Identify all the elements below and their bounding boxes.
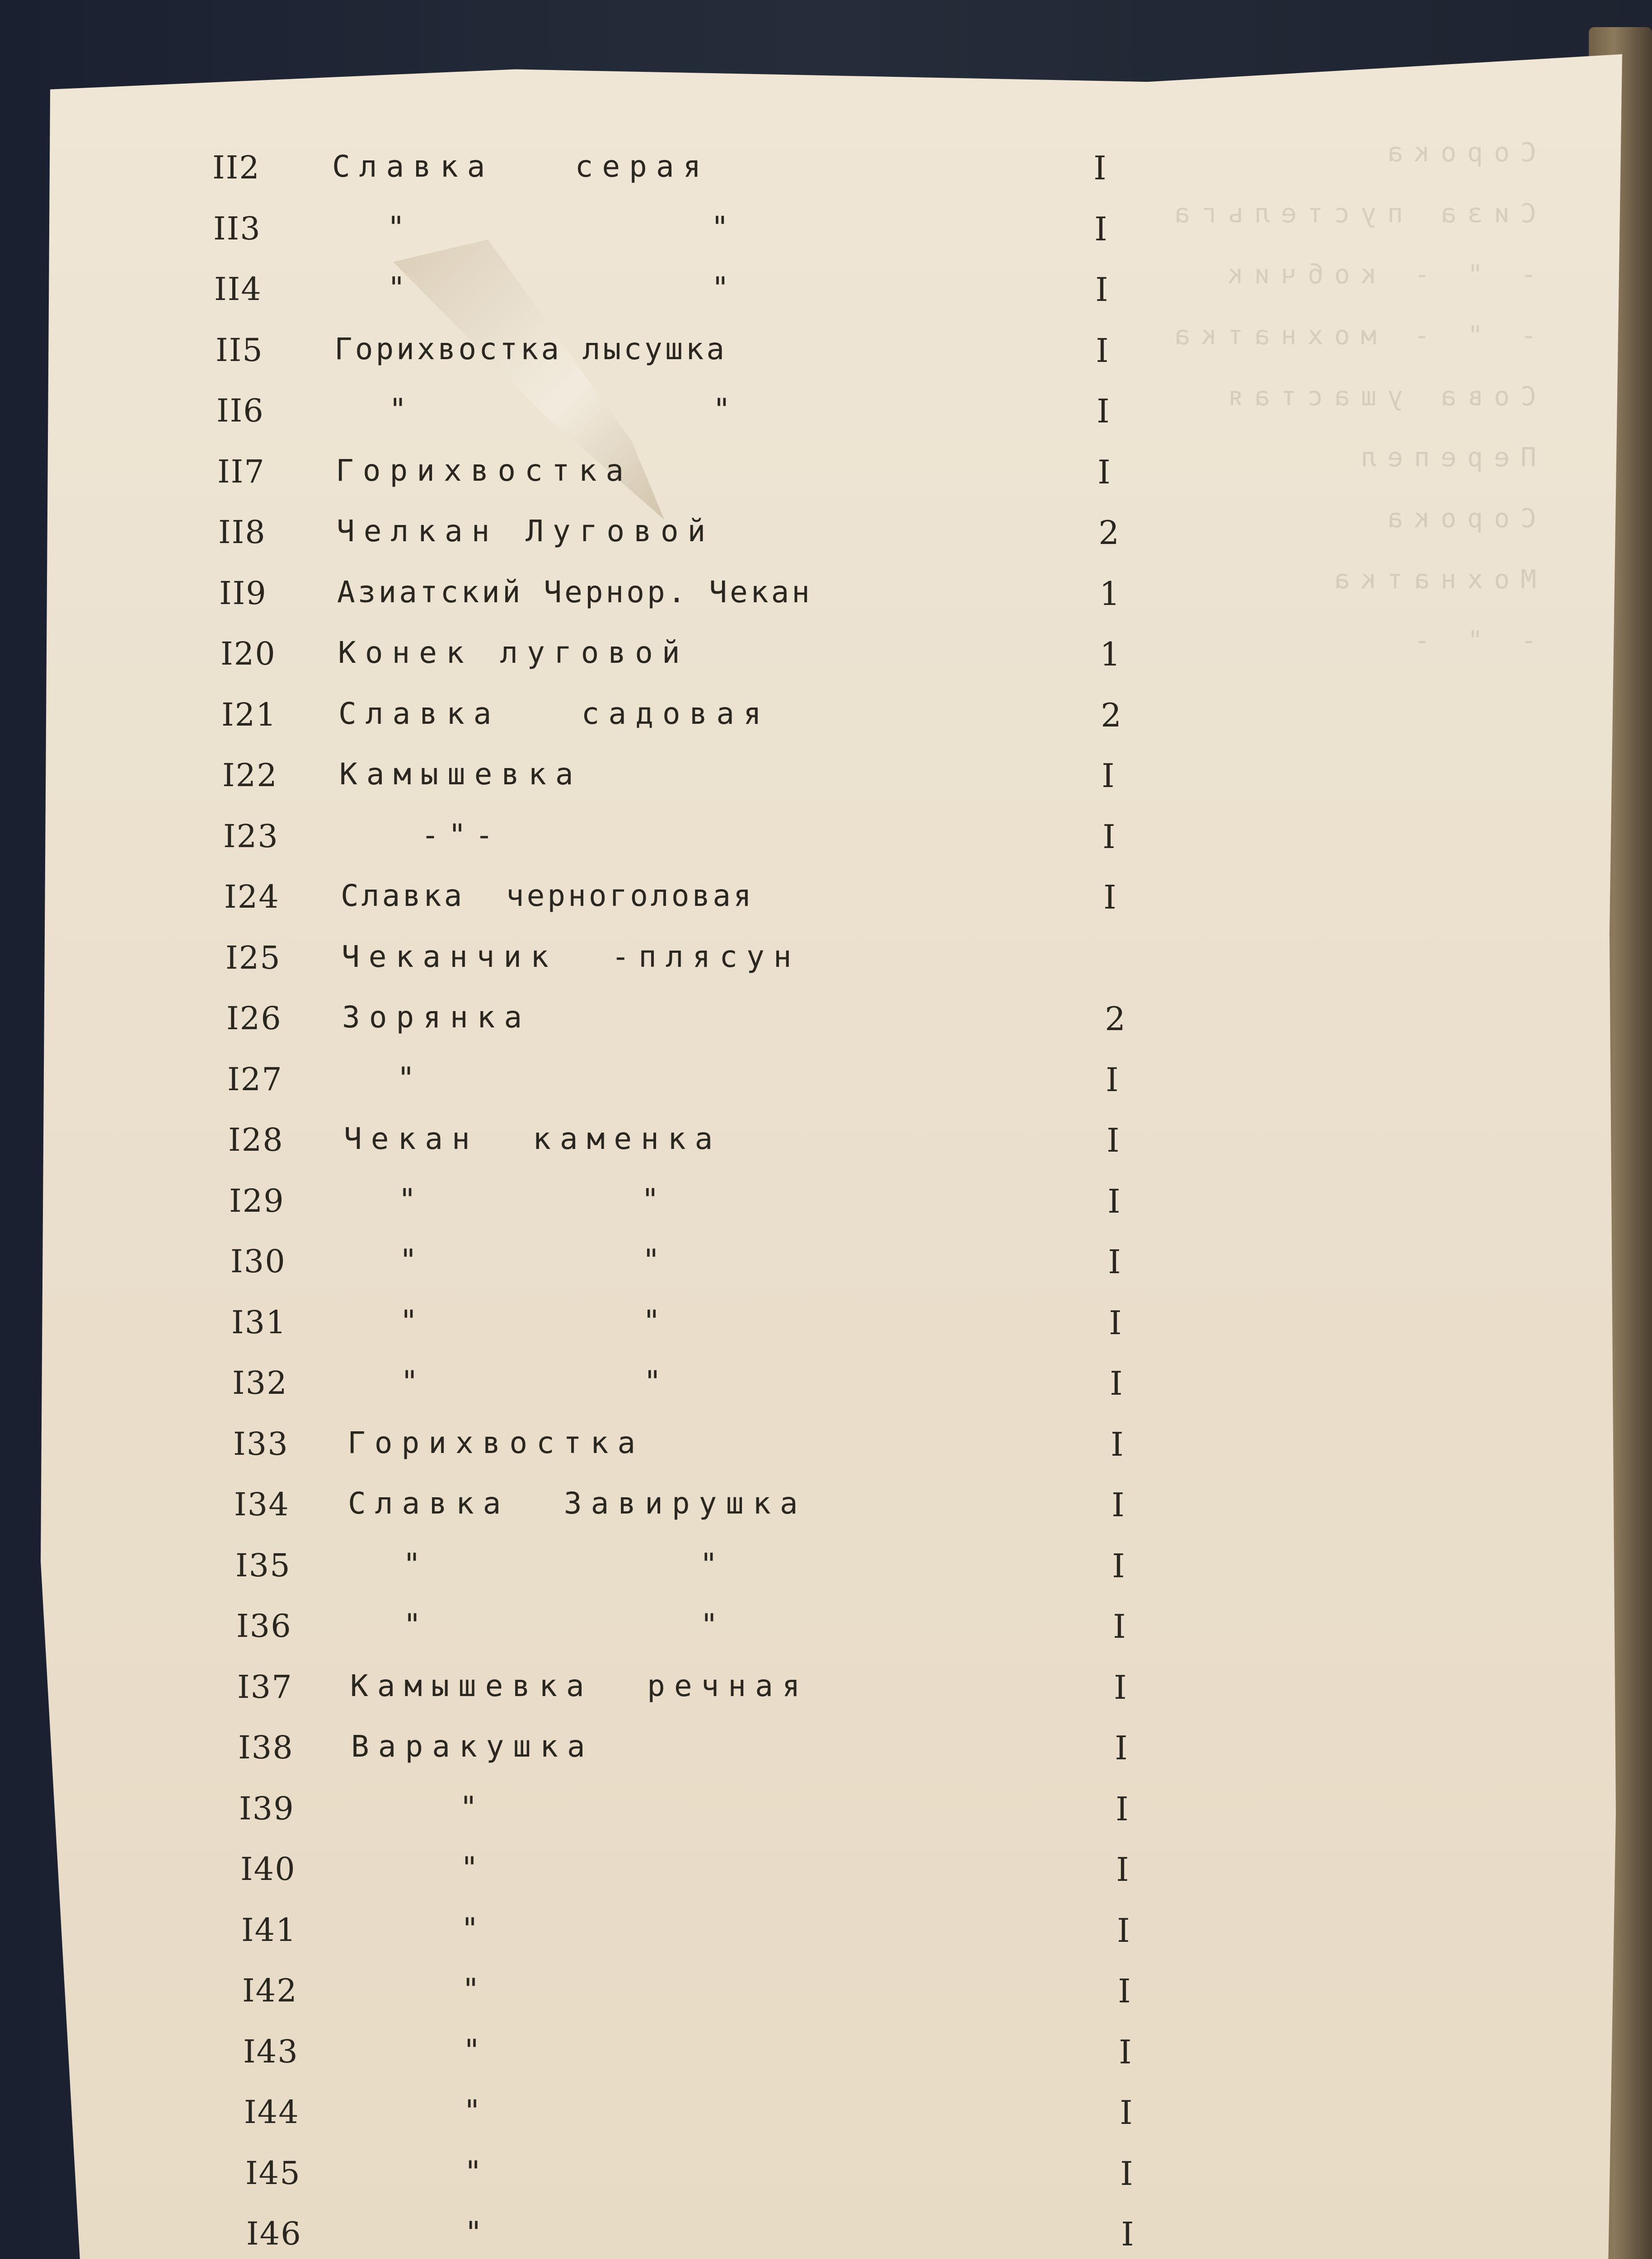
entry-number: I40: [240, 1851, 296, 1888]
species-name: " ": [346, 1304, 670, 1339]
table-row: [0, 1061, 1652, 1111]
specimen-count: I: [1120, 2094, 1133, 2132]
specimen-count: I: [1094, 149, 1107, 187]
entry-number: II3: [213, 210, 261, 247]
specimen-count: I: [1107, 1121, 1120, 1159]
species-name: ": [343, 1061, 424, 1096]
entry-number: II2: [212, 149, 260, 186]
species-name: -"-: [340, 818, 502, 853]
species-name: " ": [333, 271, 739, 305]
bleed-line: - " - кобчик: [1216, 259, 1536, 290]
table-row: [0, 1851, 1652, 1900]
bleed-line: - " - мохнатка: [1164, 320, 1536, 351]
specimen-count: I: [1114, 1668, 1127, 1706]
entry-number: I28: [228, 1121, 284, 1158]
entry-number: I31: [231, 1304, 287, 1341]
specimen-count: I: [1096, 332, 1109, 370]
species-name: " ": [347, 1364, 671, 1399]
entry-number: II7: [217, 453, 265, 490]
species-name: ": [352, 1790, 487, 1825]
entry-number: I44: [244, 2094, 300, 2131]
specimen-count: I: [1094, 210, 1108, 248]
table-row: [0, 1668, 1652, 1718]
entry-number: I20: [221, 635, 276, 672]
species-name: Горихвостка лысушка: [334, 332, 727, 366]
specimen-count: I: [1112, 1486, 1125, 1524]
table-row: [0, 149, 1652, 199]
species-name: " ": [344, 1182, 668, 1217]
bleed-line: Сорока: [1376, 503, 1536, 534]
entry-number: I35: [235, 1547, 291, 1584]
table-row: [0, 2215, 1652, 2259]
species-name: ": [355, 2033, 490, 2068]
species-name: Зорянка: [342, 1000, 531, 1035]
species-name: " ": [335, 392, 740, 427]
table-row: [0, 1547, 1652, 1597]
entry-number: I25: [225, 939, 281, 976]
specimen-count: 2: [1098, 514, 1119, 552]
entry-number: I23: [223, 818, 279, 855]
specimen-count: I: [1095, 271, 1108, 309]
entry-number: I30: [230, 1243, 286, 1280]
entry-number: I43: [243, 2033, 299, 2070]
specimen-count: I: [1116, 1851, 1129, 1889]
table-row: [0, 1972, 1652, 2022]
species-name: ": [354, 1972, 489, 2007]
table-row: [0, 271, 1652, 320]
table-row: [0, 878, 1652, 928]
table-row: [0, 757, 1652, 806]
table-row: [0, 514, 1652, 563]
table-row: [0, 575, 1652, 624]
species-name: Чекан каменка: [344, 1121, 722, 1156]
table-row: [0, 1425, 1652, 1475]
species-name: Славка серая: [332, 149, 710, 184]
specimen-count: I: [1115, 1729, 1128, 1767]
entry-number: I27: [227, 1061, 283, 1098]
species-name: Горихвостка: [347, 1425, 645, 1460]
specimen-count: I: [1116, 1790, 1129, 1828]
specimen-count: I: [1118, 1972, 1131, 2010]
bleed-line: - " -: [1403, 625, 1536, 656]
table-row: [0, 1304, 1652, 1354]
specimen-count: I: [1117, 1912, 1130, 1950]
entry-number: I29: [229, 1182, 285, 1219]
species-name: ": [355, 2094, 490, 2128]
table-row: [0, 1608, 1652, 1657]
table-row: [0, 635, 1652, 685]
species-name: ": [357, 2215, 492, 2250]
table-row: [0, 818, 1652, 867]
species-name: Азиатский Чернор. Чекан: [337, 575, 812, 609]
species-name: Камышевка речная: [350, 1668, 809, 1703]
entry-number: II9: [219, 575, 267, 612]
species-name: " ": [349, 1547, 727, 1582]
table-row: [0, 210, 1652, 260]
species-name: Славка черноголовая: [341, 878, 754, 913]
species-name: " ": [333, 210, 738, 245]
specimen-count: I: [1110, 1364, 1123, 1402]
species-name: " ": [345, 1243, 669, 1278]
specimen-count: I: [1108, 1243, 1121, 1281]
entry-number: I36: [236, 1608, 292, 1645]
specimen-count: I: [1098, 453, 1111, 491]
entry-number: II8: [218, 514, 266, 551]
specimen-count: 2: [1105, 1000, 1126, 1038]
bleed-line: Сорока: [1376, 137, 1536, 168]
specimen-count: 1: [1099, 575, 1120, 613]
species-name: Славка садовая: [338, 696, 770, 731]
table-row: [0, 2094, 1652, 2143]
table-row: [0, 1912, 1652, 1961]
table-row: [0, 1486, 1652, 1536]
table-row: [0, 1243, 1652, 1293]
specimen-count: I: [1097, 392, 1110, 430]
table-row: [0, 332, 1652, 381]
entry-number: I21: [221, 696, 277, 733]
entry-number: I41: [241, 1912, 297, 1949]
table-row: [0, 1000, 1652, 1050]
species-name: Чеканчик -плясун: [342, 939, 801, 974]
entry-number: I33: [233, 1425, 289, 1462]
species-name: Конек луговой: [338, 635, 689, 670]
entry-number: I38: [238, 1729, 294, 1766]
entry-number: I37: [237, 1668, 293, 1706]
species-name: Камышевка: [339, 757, 582, 792]
entry-number: I22: [222, 757, 278, 794]
entry-number: I24: [224, 878, 280, 915]
species-name: Варакушка: [351, 1729, 594, 1764]
table-row: [0, 1182, 1652, 1232]
table-row: [0, 453, 1652, 503]
specimen-count: I: [1103, 878, 1117, 916]
species-name: Челкан Луговой: [337, 514, 715, 548]
specimen-count: I: [1103, 818, 1116, 856]
species-name: ": [352, 1851, 488, 1885]
table-row: [0, 1790, 1652, 1840]
entry-number: I46: [246, 2215, 302, 2252]
specimen-count: I: [1108, 1182, 1121, 1220]
species-name: ": [353, 1912, 488, 1946]
specimen-count: 1: [1100, 635, 1121, 673]
entry-number: I42: [242, 1972, 298, 2009]
specimen-count: 2: [1101, 696, 1122, 734]
specimen-count: I: [1109, 1304, 1122, 1342]
entry-number: II6: [216, 392, 264, 429]
bleed-line: Сиза пустельга: [1164, 198, 1536, 229]
species-name: Славка Завирушка: [348, 1486, 807, 1521]
table-row: [0, 1121, 1652, 1171]
table-row: [0, 2033, 1652, 2083]
bleed-line: Мохнатка: [1323, 564, 1536, 595]
table-row: [0, 1729, 1652, 1779]
specimen-count: I: [1106, 1061, 1119, 1099]
specimen-count: I: [1121, 2215, 1134, 2253]
species-name: ": [356, 2155, 491, 2189]
bleed-line: Перепел: [1350, 442, 1536, 473]
specimen-count: I: [1112, 1547, 1125, 1585]
entry-number: II4: [214, 271, 262, 308]
entry-number: I45: [245, 2155, 301, 2192]
specimen-count: I: [1120, 2155, 1133, 2193]
entry-number: II5: [216, 332, 263, 369]
specimen-count: I: [1102, 757, 1115, 795]
species-name: " ": [349, 1608, 727, 1642]
table-row: [0, 2155, 1652, 2204]
specimen-count: I: [1119, 2033, 1132, 2071]
entry-number: I39: [239, 1790, 295, 1827]
table-row: [0, 392, 1652, 442]
entry-number: I26: [226, 1000, 282, 1037]
table-row: [0, 696, 1652, 746]
specimen-count: I: [1111, 1425, 1124, 1463]
species-name: Горихвостка: [336, 453, 633, 488]
entry-number: I34: [234, 1486, 290, 1523]
table-row: [0, 939, 1652, 989]
bleed-line: Сова ушастая: [1216, 381, 1536, 412]
entry-number: I32: [232, 1364, 288, 1401]
table-row: [0, 1364, 1652, 1414]
specimen-count: I: [1113, 1608, 1126, 1645]
